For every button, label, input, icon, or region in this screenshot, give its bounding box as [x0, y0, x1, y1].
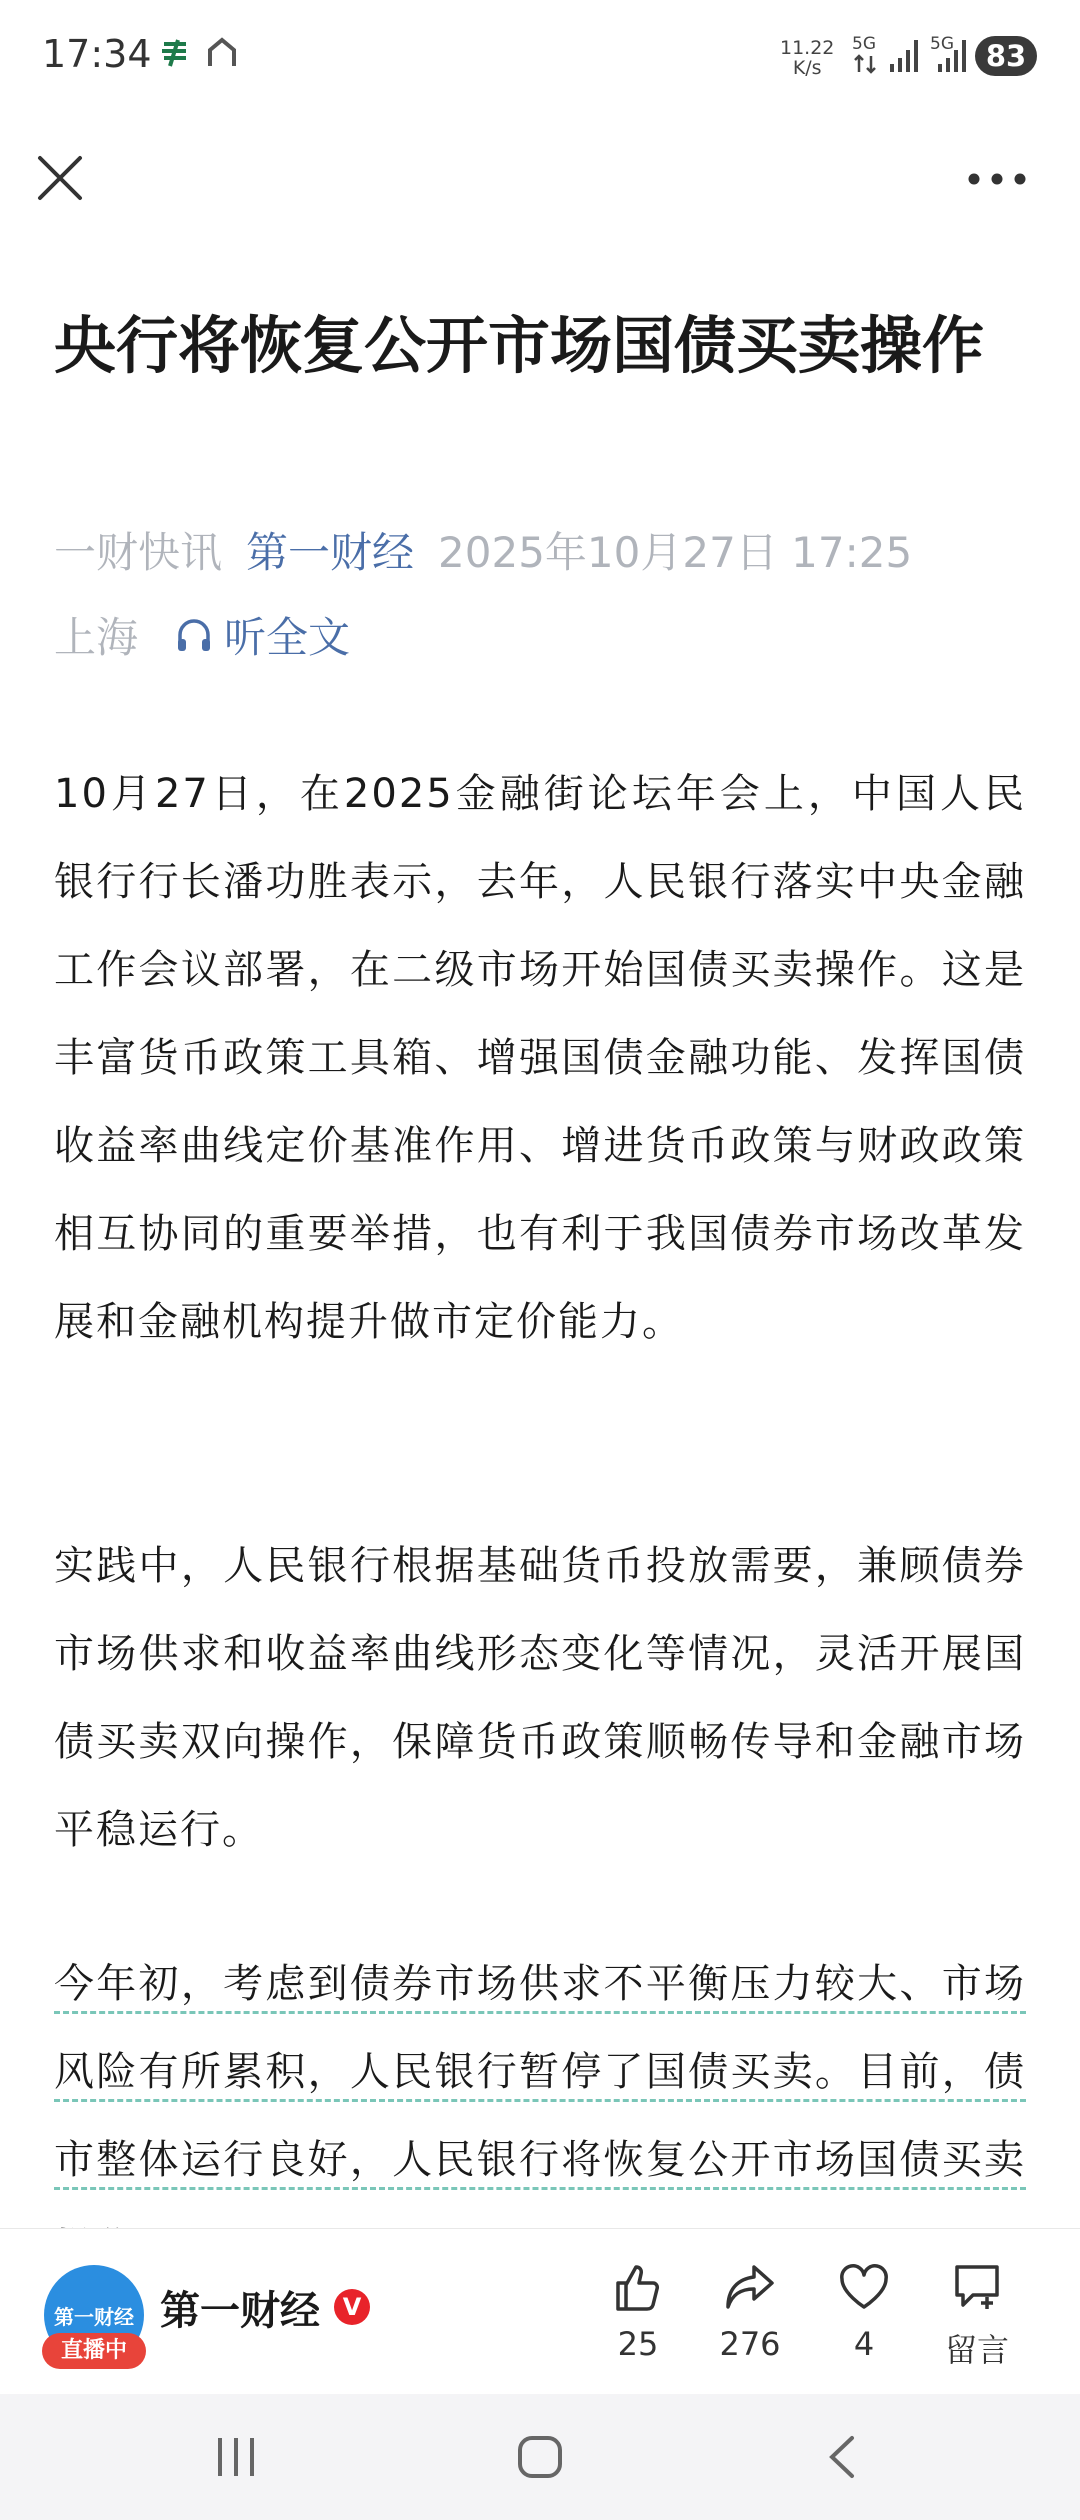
listen-full-label: 听全文	[224, 613, 351, 662]
article-meta	[54, 520, 912, 580]
headphones-icon	[174, 615, 214, 655]
article-paragraph: 10月27日，在2025金融街论坛年会上，中国人民银行行长潘功胜表示，去年，人民银行落实中央金融工作会议部署，在二级市场开始国债买卖操作。这是丰富货币政策工具箱、增强国债金融功能、发挥国债收益率曲线定价基准作用、增进货币政策与财政政策相互协同的重要举措，也有利于我国债券市场改革发展和金融机构提升做市定价能力。	[54, 771, 1026, 1345]
data-arrows-icon	[852, 54, 878, 78]
signal-icon	[888, 34, 922, 78]
article-source-link[interactable]: 第一财经	[246, 528, 415, 577]
favorite-button[interactable]	[804, 2259, 924, 2363]
signal-label-1: 5G	[852, 34, 876, 54]
back-button[interactable]	[822, 2434, 862, 2484]
home-button[interactable]	[516, 2434, 564, 2484]
avatar-text: 第一财经	[54, 2304, 134, 2329]
battery-icon: 83	[975, 36, 1037, 76]
article-paragraph: 实践中，人民银行根据基础货币投放需要，兼顾债券市场供求和收益率曲线形态变化等情况，灵活开展国债买卖双向操作，保障货币政策顺畅传导和金融市场平稳运行。	[54, 1543, 1026, 1853]
status-time: 17:34	[42, 32, 152, 76]
heart-icon	[836, 2259, 892, 2315]
signal-label-2: 5G	[930, 34, 954, 54]
signal-icon	[930, 34, 970, 78]
more-icon	[962, 164, 1032, 194]
share-button[interactable]	[690, 2259, 810, 2363]
home-outline-icon	[206, 34, 238, 74]
status-bar	[0, 0, 1080, 115]
close-button[interactable]	[32, 150, 88, 206]
live-badge[interactable]: 直播中	[42, 2333, 146, 2369]
article-datetime: 2025年10月27日 17:25	[438, 528, 913, 577]
highlighted-text[interactable]: 今年初，考虑到债券市场供求不平衡压力较大、市场风险有所累积，人民银行暂停了国债买卖。目前，债市整体运行良好，人民银行将恢复公开市场国债买卖	[54, 1961, 1026, 2278]
post-icon	[158, 34, 194, 74]
article-paragraph-highlighted[interactable]	[54, 1940, 1026, 2230]
favorite-count: 4	[853, 2325, 875, 2363]
article-meta-2	[54, 605, 350, 665]
article-location: 上海	[54, 613, 139, 662]
article-title: 央行将恢复公开市场国债买卖操作	[54, 309, 985, 382]
account-name[interactable]: 第一财经	[160, 2288, 320, 2334]
recent-apps-button[interactable]	[212, 2434, 260, 2484]
article-column: 一财快讯	[54, 528, 223, 577]
comment-add-icon	[949, 2259, 1005, 2315]
comment-label: 留言	[944, 2331, 1009, 2369]
comment-button[interactable]	[917, 2259, 1037, 2371]
more-button[interactable]	[962, 164, 1032, 194]
share-count: 276	[719, 2325, 781, 2363]
thumbs-up-icon	[610, 2259, 666, 2315]
verified-icon: V	[334, 2289, 370, 2325]
listen-full-button[interactable]	[174, 605, 350, 665]
back-icon	[822, 2434, 862, 2480]
like-count: 25	[617, 2325, 659, 2363]
network-speed: 11.22 K/s	[780, 37, 835, 79]
close-icon	[32, 150, 88, 206]
bottom-action-bar	[0, 2228, 1080, 2395]
like-button[interactable]	[578, 2259, 698, 2363]
home-icon	[516, 2434, 564, 2480]
system-nav-bar	[0, 2394, 1080, 2520]
share-arrow-icon	[722, 2259, 778, 2315]
recent-apps-icon	[212, 2434, 260, 2480]
